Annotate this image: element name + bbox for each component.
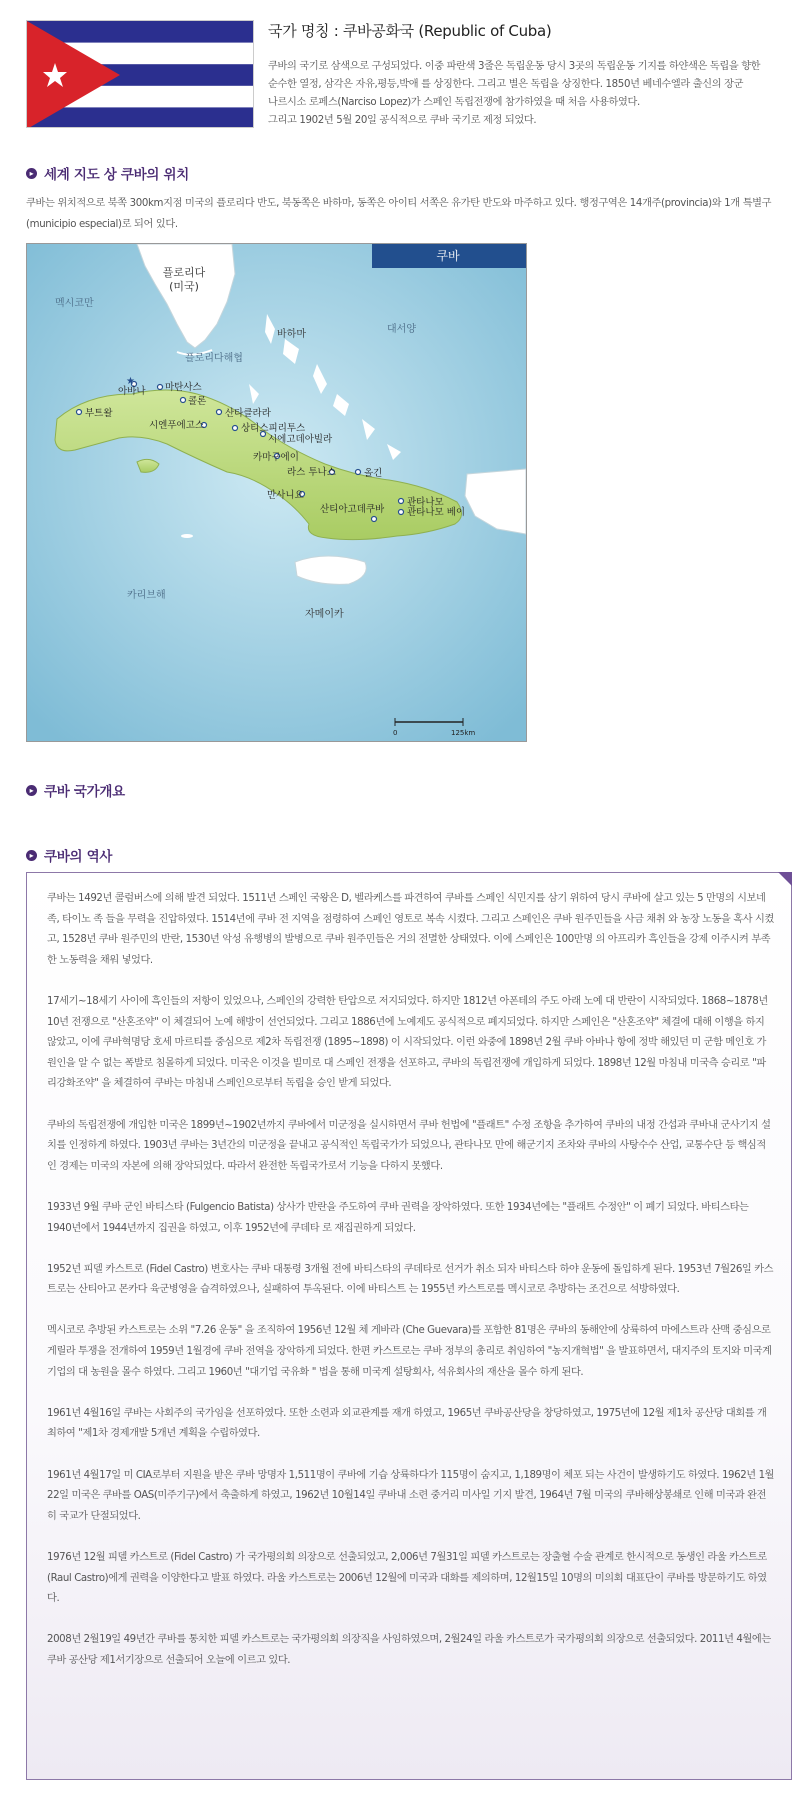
capital-star-icon: ★	[126, 376, 135, 387]
history-paragraph: 쿠바의 독립전쟁에 개입한 미국은 1899년~1902년까지 쿠바에서 미군정을 실시하면서 쿠바 헌법에 "플래트" 수정 조항을 추가하여 쿠바의 내정 간섭과 쿠바내 군사기지 설치를 인정하게 하였다. 1903년 쿠바는 3년간의 미군정을 끝내고 공식적인 독립국가가 되었으나, 관타나모 만에 해군기지 조차와 쿠바의 사탕수수 산업, 교통수단 등 핵심적인 경제는 미국의 자본에 의해 장악되었다. 따라서 완전한 독립국가로서 기능을 다하지 못했다.	[47, 1119, 771, 1172]
city-marker	[217, 410, 222, 415]
city-label: 카마구에이	[253, 452, 299, 463]
city-label: 관타나모	[407, 497, 444, 508]
city-label: 만사니요	[267, 490, 304, 501]
map-badge-label: 쿠바	[436, 249, 460, 263]
history-paragraph: 1961년 4월17일 미 CIA로부터 지원을 받은 쿠바 망명자 1,511명이 쿠바에 기습 상륙하다가 115명이 숨지고, 1,189명이 체포 되는 사건이 발생하기도 하였다. 1962년 1월22일 미국은 쿠바를 OAS(미주기구)에서 축출하게 하였고, 1962년 10월14일 쿠바내 소련 중거리 미사일 기지 발견, 1964년 7월 미국의 쿠바해상봉쇄로 인해 미국과 완전히 국교가 단절되었다.	[47, 1469, 775, 1522]
city-label: 관타나모 베이	[407, 507, 466, 518]
history-paragraph: 1976년 12월 피델 카스트로 (Fidel Castro) 가 국가평의회 의장으로 선출되었고, 2,006년 7월31일 피델 카스트로는 장출혈 수술 관계로 한시적으로 동생인 라울 카스트로 (Raul Castro)에게 권력을 이양한다고 발표 하였다. 라울 카스트로는 2006년 12월에 미국과 대화를 제의하며, 12월15일 10명의 미의회 대표단이 쿠바를 방문하기도 하였다.	[47, 1552, 767, 1605]
city-marker	[158, 385, 163, 390]
city-marker	[356, 470, 361, 475]
map-label-atlantic: 대서양	[387, 324, 416, 335]
cuba-map	[26, 243, 527, 742]
scale-start: 0	[393, 729, 398, 737]
map-label-mexico: 멕시코만	[55, 298, 94, 309]
map-label-florida: 플로리다	[162, 266, 206, 279]
section-heading-overview: ▸ 쿠바 국가개요	[26, 780, 125, 800]
map-label-jamaica: 자메이카	[305, 609, 344, 620]
arrow-bullet-icon: ▸	[26, 850, 37, 861]
city-label: 마탄사스	[165, 382, 202, 393]
city-marker	[233, 426, 238, 431]
city-label: 산티아고데쿠바	[320, 504, 385, 515]
history-paragraph: 멕시코로 추방된 카스트로는 소위 "7.26 운동" 을 조직하여 1956년 12월 체 게바라 (Che Guevara)를 포함한 81명은 쿠바의 동해안에 상륙하여 마에스트라 산맥 중심으로 게릴라 투쟁을 전개하여 1959년 1월경에 쿠바 전역을 장악하게 되었다. 한편 카스트로는 쿠바 정부의 총리로 취임하여 "농지개혁법" 을 발표하면서, 대지주의 토지와 미국계 기업의 대 농원을 몰수 하였다. 그리고 1960년 "대기업 국유화 " 법을 통해 미국계 설탕회사, 석유회사의 재산을 몰수 하게 된다.	[47, 1325, 772, 1378]
city-marker	[372, 517, 377, 522]
city-label: 시에고데아빌라	[268, 434, 333, 445]
scale-end: 125km	[451, 729, 476, 737]
history-paragraph: 17세기~18세기 사이에 흑인들의 저항이 있었으나, 스페인의 강력한 탄압으로 저지되었다. 하지만 1812년 아폰테의 주도 아래 노예 대 반란이 시작되었다. 1868~1878년 10년 전쟁으로 "산혼조약" 이 체결되어 노예 해방이 선언되었다. 그리고 1886년에 노예제도 공식적으로 폐지되었다. 하지만 스페인은 "산혼조약" 체결에 대해 이행을 하지 않았고, 이에 쿠바혁명당 호세 마르티를 중심으로 제2차 독립전쟁 (1895~1898) 이 시작되었다. 이런 와중에 1898년 2월 쿠바 아바나 항에 정박 해있던 미 군함 메인호 가 원인을 알 수 없는 폭발로 침몰하게 되었다. 미국은 이것을 빌미로 대 스페인 전쟁을 선포하고, 쿠바의 독립전쟁에 개입하게 되었다. 1898년 12월 마침내 미국측 승리로 "파리강화조약" 을 체결하여 쿠바는 마침내 스페인으로부터 독립을 승인 받게 되었다.	[47, 995, 768, 1090]
city-label: 상티스피리투스	[241, 423, 306, 434]
city-label: 올긴	[364, 468, 383, 479]
city-label: 산타클라라	[225, 408, 271, 419]
city-marker	[399, 499, 404, 504]
history-paragraph: 2008년 2월19일 49년간 쿠바를 통치한 피델 카스트로는 국가평의회 의장직을 사임하였으며, 2월24일 라울 카스트로가 국가평의회 의장으로 선출되었다. 2011년 4월에는 쿠바 공산당 제1서기장으로 선출되어 오늘에 이르고 있다.	[47, 1634, 771, 1666]
city-label: 시엔푸에고스	[149, 420, 205, 431]
city-label: 콜론	[188, 396, 207, 407]
cuba-flag	[26, 20, 254, 128]
location-text: 쿠바는 위치적으로 북쪽 300km지점 미국의 플로리다 반도, 북동쪽은 바하마, 동쪽은 아이티 서쪽은 유가탄 반도와 마주하고 있다. 행정구역은 14개주(provincia)와 1개 특별구(municipio especial)로 되어 있다.	[26, 198, 772, 230]
city-label: 부트왈	[85, 408, 113, 419]
history-paragraph: 쿠바는 1492년 콜럼버스에 의해 발견 되었다. 1511년 스페인 국왕은 D, 벨라케스를 파견하여 쿠바를 스페인 식민지를 삼기 위하여 당시 쿠바에 살고 있는 5 만명의 시보네 족, 타이노 족 들을 무력을 진압하였다. 1514년에 쿠바 전 지역을 점령하여 스페인 영토로 복속 시켰다. 그리고 스페인은 쿠바 원주민들을 사금 채취 와 농장 노동을 혹사 시켰고, 1528년 쿠바 원주민의 반란, 1530년 악성 유행병의 발병으로 쿠바 원주민들은 거의 전멸한 상태였다. 이에 스페인은 100만명 의 아프리카 흑인들을 강제 이주시켜 부족한 노동력을 채워 넣었다.	[47, 893, 774, 966]
history-paragraph: 1952년 피델 카스트로 (Fidel Castro) 변호사는 쿠바 대통령 3개월 전에 바티스타의 쿠데타로 선거가 취소 되자 바티스타 하야 운동에 돌입하게 된다. 1953년 7월26일 카스트로는 산티아고 몬카다 육군병영을 습격하였으나, 실패하여 투옥된다. 이에 바티스트 는 1955년 카스트로를 멕시코로 추방하는 조건으로 석방하였다.	[47, 1263, 774, 1296]
arrow-bullet-icon: ▸	[26, 168, 37, 179]
section-heading-history: ▸ 쿠바의 역사	[26, 845, 112, 865]
history-paragraph: 1961년 4월16일 쿠바는 사회주의 국가임을 선포하였다. 또한 소련과 외교관계를 재개 하였고, 1965년 쿠바공산당을 창당하였고, 1975년에 12월 제1차 공산당 대회를 개최하여 "제1차 경제개발 5개년 계획을 수립하였다.	[47, 1407, 767, 1440]
map-label-florida-strait: 플로리다해협	[185, 353, 243, 364]
section-heading-location: ▸ 세계 지도 상 쿠바의 위치	[26, 163, 189, 183]
corner-fold-icon	[778, 872, 792, 886]
map-label-caribbean: 카리브해	[127, 590, 166, 601]
arrow-bullet-icon: ▸	[26, 785, 37, 796]
map-label-bahamas: 바하마	[277, 329, 306, 340]
page-title: 국가 명칭 : 쿠바공화국 (Republic of Cuba)	[268, 22, 552, 40]
city-marker	[181, 398, 186, 403]
history-box	[26, 872, 792, 1780]
city-marker	[399, 510, 404, 515]
map-label-usa: (미국)	[169, 280, 199, 293]
history-paragraph: 1933년 9월 쿠바 군인 바티스타 (Fulgencio Batista) 상사가 반란을 주도하여 쿠바 권력을 장악하였다. 또한 1934년에는 "플래트 수정안" 이 폐기 되었다. 바티스타는 1940년에서 1944년까지 집권을 하였고, 이후 1952년에 쿠데타 로 재집권하게 되었다.	[47, 1201, 749, 1234]
flag-description: 쿠바의 국기로 삼색으로 구성되었다. 이중 파란색 3줄은 독립운동 당시 3곳의 독립운동 기지를 하얀색은 독립을 향한 순수한 열정, 삼각은 자유,평등,박애 를 상징한다. 그리고 별은 독립을 상징한다. 1850년 베네수엘라 출신의 장군 나르시소 로페스(Narciso Lopez)가 스페인 독립전쟁에 참가하였을 때 처음 사용하였다. 그리고 1902년 5월 20일 공식적으로 쿠바 국기로 제정 되었다.	[268, 61, 761, 126]
city-label: 아바나	[118, 386, 146, 397]
city-label: 라스 투나스	[287, 467, 336, 478]
city-marker	[77, 410, 82, 415]
